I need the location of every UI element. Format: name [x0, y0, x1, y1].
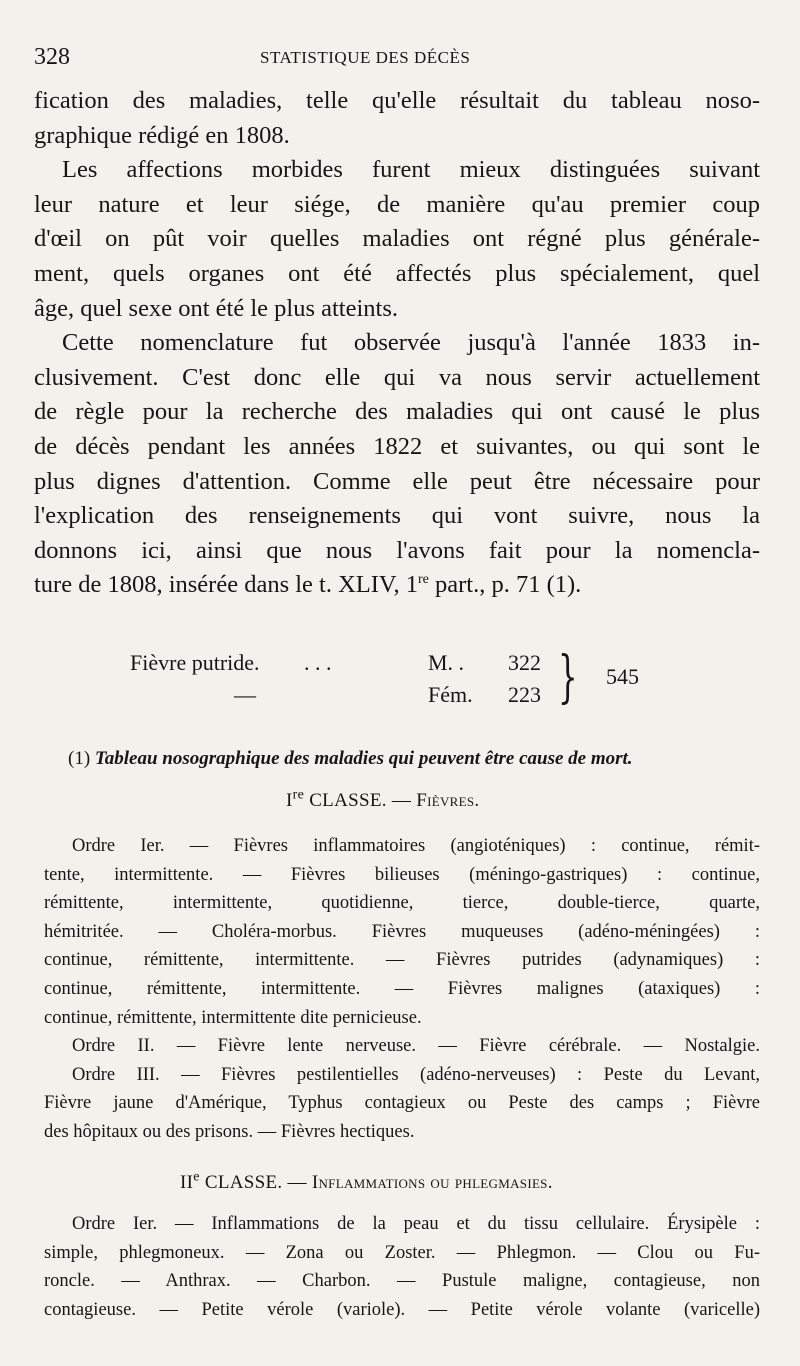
footnote-line: Fièvre jaune d'Amérique, Typhus contagieux ou Peste des camps ; Fièvre — [44, 1093, 760, 1114]
class-2-heading — [180, 1169, 553, 1194]
page-header — [34, 44, 774, 78]
superscript: re — [292, 787, 305, 803]
class-1-label: CLASSE. — — [309, 790, 412, 811]
footnote-line: Ordre Ier. — Fièvres inflammatoires (angioténiques) : continue, rémit- — [72, 836, 760, 856]
body-line: ment, quels organes ont été affectés plus spécialement, quel — [34, 259, 760, 287]
row2-label: — — [234, 682, 256, 707]
class-2-label: CLASSE. — — [204, 1172, 307, 1193]
body-text — [34, 84, 760, 603]
superscript: re — [417, 572, 429, 588]
footnote-line: continue, rémittente, intermittente. — Fièvres putrides (adynamiques) : — [44, 950, 760, 971]
total-value: 545 — [606, 664, 639, 689]
class-1-number: I — [286, 790, 293, 811]
row1-sex: M. . — [428, 650, 465, 675]
superscript: e — [193, 1169, 200, 1185]
footnote-line: contagieuse. — Petite vérole (variole). — Petite vérole volante (varicelle) — [44, 1299, 760, 1320]
footnote-line: rémittente, intermittente, quotidienne, tierce, double-tierce, quarte, — [44, 893, 760, 914]
body-line: âge, quel sexe ont été le plus atteints. — [34, 294, 398, 322]
body-line-final — [34, 568, 760, 603]
body-line: plus dignes d'attention. Comme elle peut être nécessaire pour — [34, 467, 760, 495]
body-line: d'œil on pût voir quelles maladies ont régné plus générale- — [34, 225, 760, 253]
class-1-heading — [286, 787, 480, 812]
footnote-line: hémitritée. — Choléra-morbus. Fièvres muqueuses (adéno-méningées) : — [44, 921, 760, 942]
statistics-table — [130, 645, 670, 720]
page-number: 328 — [34, 44, 70, 70]
row1-label: Fièvre putride. — [130, 650, 260, 675]
body-line: Cette nomenclature fut observée jusqu'à l'année 1833 in- — [62, 329, 760, 357]
class-1-text — [44, 832, 760, 1147]
class-2-text — [44, 1210, 760, 1324]
footnote-line: Ordre Ier. — Inflammations de la peau et du tissu cellulaire. Érysipèle : — [72, 1214, 760, 1234]
row2-value: 223 — [508, 682, 541, 707]
body-line: leur nature et leur siége, de manière qu'au premier coup — [34, 190, 760, 218]
body-line: fication des maladies, telle qu'elle résultait du tableau noso- — [34, 87, 760, 114]
footnote-title-text: Tableau nosographique des maladies qui peuvent être cause de mort. — [94, 748, 633, 769]
body-line: de décès pendant les années 1822 et suivantes, ou qui sont le — [34, 432, 760, 460]
footnote-line: continue, rémittente, intermittente. — Fièvres malignes (ataxiques) : — [44, 978, 760, 999]
running-title: STATISTIQUE DES DÉCÈS — [260, 48, 471, 67]
class-1-name: Fièvres. — [416, 790, 480, 811]
body-line: l'explication des renseignements qui vont suivre, nous la — [34, 502, 760, 530]
row1-value: 322 — [508, 650, 541, 675]
body-line-text: ture de 1808, insérée dans le t. XLIV, 1 — [34, 571, 418, 599]
row2-sex: Fém. — [428, 682, 473, 707]
footnote-line: tente, intermittente. — Fièvres bilieuses (méningo-gastriques) : continue, — [44, 864, 760, 885]
body-line-tail: part., p. 71 (1). — [428, 571, 582, 599]
class-2-name: Inflammations ou phlegmasies. — [311, 1172, 553, 1193]
footnote-marker: (1) — [68, 748, 91, 769]
row1-dots: . . . — [304, 650, 332, 675]
footnote-line: continue, rémittente, intermittente dite pernicieuse. — [44, 1007, 422, 1028]
body-line: Les affections morbides furent mieux distinguées suivant — [62, 156, 760, 184]
footnote-title — [68, 748, 633, 770]
body-line: graphique rédigé en 1808. — [34, 121, 290, 149]
body-line: clusivement. C'est donc elle qui va nous servir actuellement — [34, 363, 760, 391]
footnote-line: simple, phlegmoneux. — Zona ou Zoster. — Phlegmon. — Clou ou Fu- — [44, 1242, 760, 1263]
body-line: de règle pour la recherche des maladies qui ont causé le plus — [34, 398, 760, 426]
brace-icon: } — [558, 645, 578, 710]
body-line: donnons ici, ainsi que nous l'avons fait pour la nomencla- — [34, 536, 760, 564]
footnote-line: des hôpitaux ou des prisons. — Fièvres hectiques. — [44, 1121, 415, 1142]
footnote-line: roncle. — Anthrax. — Charbon. — Pustule maligne, contagieuse, non — [44, 1271, 760, 1292]
footnote-line: Ordre III. — Fièvres pestilentielles (adéno-nerveuses) : Peste du Levant, — [72, 1064, 760, 1085]
class-2-number: II — [180, 1172, 194, 1193]
footnote-line: Ordre II. — Fièvre lente nerveuse. — Fièvre cérébrale. — Nostalgie. — [72, 1036, 760, 1057]
